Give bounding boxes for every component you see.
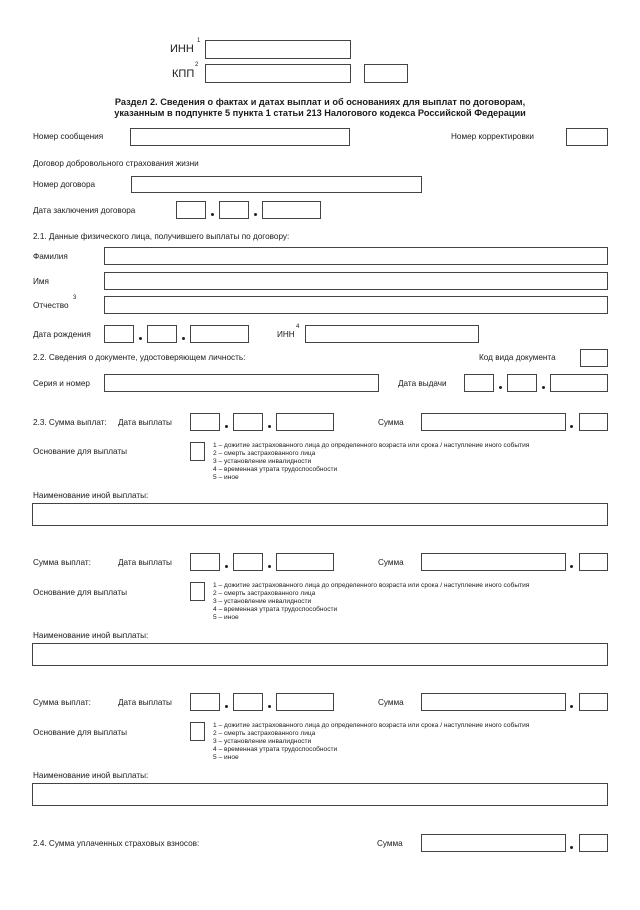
payment-3-sum-label: Сумма (378, 698, 404, 707)
kpp-label: КПП (172, 68, 195, 80)
payment-1-date-month[interactable] (233, 413, 263, 431)
payment-3-other-name-label: Наименование иной выплаты: (33, 771, 149, 780)
document-type-code-label: Код вида документа (479, 353, 556, 362)
correction-number-label: Номер корректировки (451, 132, 534, 141)
inn-footnote: 1 (197, 38, 201, 44)
name-field[interactable] (104, 272, 608, 290)
date-separator (225, 565, 228, 568)
series-number-field[interactable] (104, 374, 379, 392)
payment-3-date-day[interactable] (190, 693, 220, 711)
payment-2-other-name-label: Наименование иной выплаты: (33, 631, 149, 640)
basis-option: 3 – установление инвалидности (213, 458, 312, 465)
document-type-code-field[interactable] (580, 349, 608, 367)
payment-1-basis-label: Основание для выплаты (33, 447, 127, 456)
section-title-line2: указанным в подпункте 5 пункта 1 статьи 213 Налогового кодекса Российской Федерации (114, 108, 526, 118)
contract-heading: Договор добровольного страхования жизни (33, 159, 199, 168)
issue-date-label: Дата выдачи (398, 379, 447, 388)
patronymic-footnote: 3 (73, 295, 77, 301)
basis-option: 4 – временная утрата трудоспособности (213, 746, 338, 753)
message-number-label: Номер сообщения (33, 132, 104, 141)
basis-option: 1 – дожитие застрахованного лица до определенного возраста или срока / наступление иного события (213, 582, 530, 589)
payment-2-date-label: Дата выплаты (118, 558, 172, 567)
date-separator (499, 386, 502, 389)
contract-number-field[interactable] (131, 176, 422, 193)
payment-1-basis-code[interactable] (190, 442, 205, 461)
contract-number-label: Номер договора (33, 180, 96, 189)
payment-3-basis-label: Основание для выплаты (33, 728, 127, 737)
person-inn-footnote: 4 (296, 324, 300, 330)
basis-option: 3 – установление инвалидности (213, 738, 312, 745)
sum-separator (570, 705, 573, 708)
payment-2-basis-label: Основание для выплаты (33, 588, 127, 597)
payment-1-date-year[interactable] (276, 413, 334, 431)
payment-2-basis-code[interactable] (190, 582, 205, 601)
payment-2-date-month[interactable] (233, 553, 263, 571)
date-separator (225, 705, 228, 708)
insurance-paid-sum-rubles[interactable] (421, 834, 566, 852)
birthdate-label: Дата рождения (33, 330, 91, 339)
message-number-field[interactable] (130, 128, 350, 146)
payment-2-sum-kopecks[interactable] (579, 553, 608, 571)
payment-3-sum-kopecks[interactable] (579, 693, 608, 711)
basis-option: 2 – смерть застрахованного лица (213, 590, 316, 597)
payment-1-date-label: Дата выплаты (118, 418, 172, 427)
payment-3-basis-options (213, 722, 529, 762)
payment-2-date-year[interactable] (276, 553, 334, 571)
contract-date-label: Дата заключения договора (33, 206, 136, 215)
contract-date-year[interactable] (262, 201, 321, 219)
insurance-paid-sum-kopecks[interactable] (579, 834, 608, 852)
date-separator (182, 337, 185, 340)
surname-label: Фамилия (33, 252, 68, 261)
payment-3-prefix: Сумма выплат: (33, 698, 91, 707)
basis-option: 3 – установление инвалидности (213, 598, 312, 605)
kpp-field[interactable] (205, 64, 351, 83)
contract-date-day[interactable] (176, 201, 206, 219)
basis-option: 2 – смерть застрахованного лица (213, 730, 316, 737)
name-label: Имя (33, 277, 49, 286)
date-separator (225, 425, 228, 428)
payment-1-date-day[interactable] (190, 413, 220, 431)
issue-date-month[interactable] (507, 374, 537, 392)
page-number-field[interactable] (364, 64, 408, 83)
basis-option: 5 – иное (213, 614, 239, 621)
date-separator (211, 213, 214, 216)
basis-option: 4 – временная утрата трудоспособности (213, 466, 338, 473)
payment-1-sum-kopecks[interactable] (579, 413, 608, 431)
date-separator (268, 425, 271, 428)
series-number-label: Серия и номер (33, 379, 90, 388)
payment-1-basis-options (213, 442, 529, 482)
issue-date-day[interactable] (464, 374, 494, 392)
issue-date-year[interactable] (550, 374, 608, 392)
payment-1-other-name-field[interactable] (32, 503, 608, 526)
inn-label: ИНН (170, 43, 194, 55)
sum-separator (570, 846, 573, 849)
payment-1-other-name-label: Наименование иной выплаты: (33, 491, 149, 500)
patronymic-field[interactable] (104, 296, 608, 314)
basis-option: 1 – дожитие застрахованного лица до определенного возраста или срока / наступление иного события (213, 442, 530, 449)
patronymic-label: Отчество (33, 301, 69, 310)
payment-1-prefix: 2.3. Сумма выплат: (33, 418, 107, 427)
birthdate-day[interactable] (104, 325, 134, 343)
person-heading: 2.1. Данные физического лица, получившего выплаты по договору: (33, 232, 290, 241)
inn-field[interactable] (205, 40, 351, 59)
insurance-paid-sum-label: Сумма (377, 839, 403, 848)
basis-option: 1 – дожитие застрахованного лица до определенного возраста или срока / наступление иного события (213, 722, 530, 729)
birthdate-month[interactable] (147, 325, 177, 343)
surname-field[interactable] (104, 247, 608, 265)
sum-separator (570, 425, 573, 428)
payment-1-sum-label: Сумма (378, 418, 404, 427)
kpp-footnote: 2 (195, 62, 199, 68)
document-heading: 2.2. Сведения о документе, удостоверяющем личность: (33, 353, 246, 362)
section-title-line1: Раздел 2. Сведения о фактах и датах выплат и об основаниях для выплат по договорам, (114, 97, 526, 107)
basis-option: 5 – иное (213, 474, 239, 481)
contract-date-month[interactable] (219, 201, 249, 219)
payment-3-date-label: Дата выплаты (118, 698, 172, 707)
payment-2-prefix: Сумма выплат: (33, 558, 91, 567)
date-separator (139, 337, 142, 340)
date-separator (254, 213, 257, 216)
payment-3-basis-code[interactable] (190, 722, 205, 741)
payment-2-basis-options (213, 582, 529, 622)
person-inn-label: ИНН (277, 330, 295, 339)
basis-option: 5 – иное (213, 754, 239, 761)
payment-1-sum-rubles[interactable] (421, 413, 566, 431)
payment-3-date-year[interactable] (276, 693, 334, 711)
person-inn-field[interactable] (305, 325, 479, 343)
payment-3-other-name-field[interactable] (32, 783, 608, 806)
basis-option: 2 – смерть застрахованного лица (213, 450, 316, 457)
correction-number-field[interactable] (566, 128, 608, 146)
birthdate-year[interactable] (190, 325, 249, 343)
payment-2-sum-label: Сумма (378, 558, 404, 567)
payment-3-date-month[interactable] (233, 693, 263, 711)
date-separator (268, 565, 271, 568)
payment-3-sum-rubles[interactable] (421, 693, 566, 711)
insurance-paid-label: 2.4. Сумма уплаченных страховых взносов: (33, 839, 200, 848)
payment-2-sum-rubles[interactable] (421, 553, 566, 571)
sum-separator (570, 565, 573, 568)
basis-option: 4 – временная утрата трудоспособности (213, 606, 338, 613)
date-separator (268, 705, 271, 708)
payment-2-date-day[interactable] (190, 553, 220, 571)
date-separator (542, 386, 545, 389)
payment-2-other-name-field[interactable] (32, 643, 608, 666)
